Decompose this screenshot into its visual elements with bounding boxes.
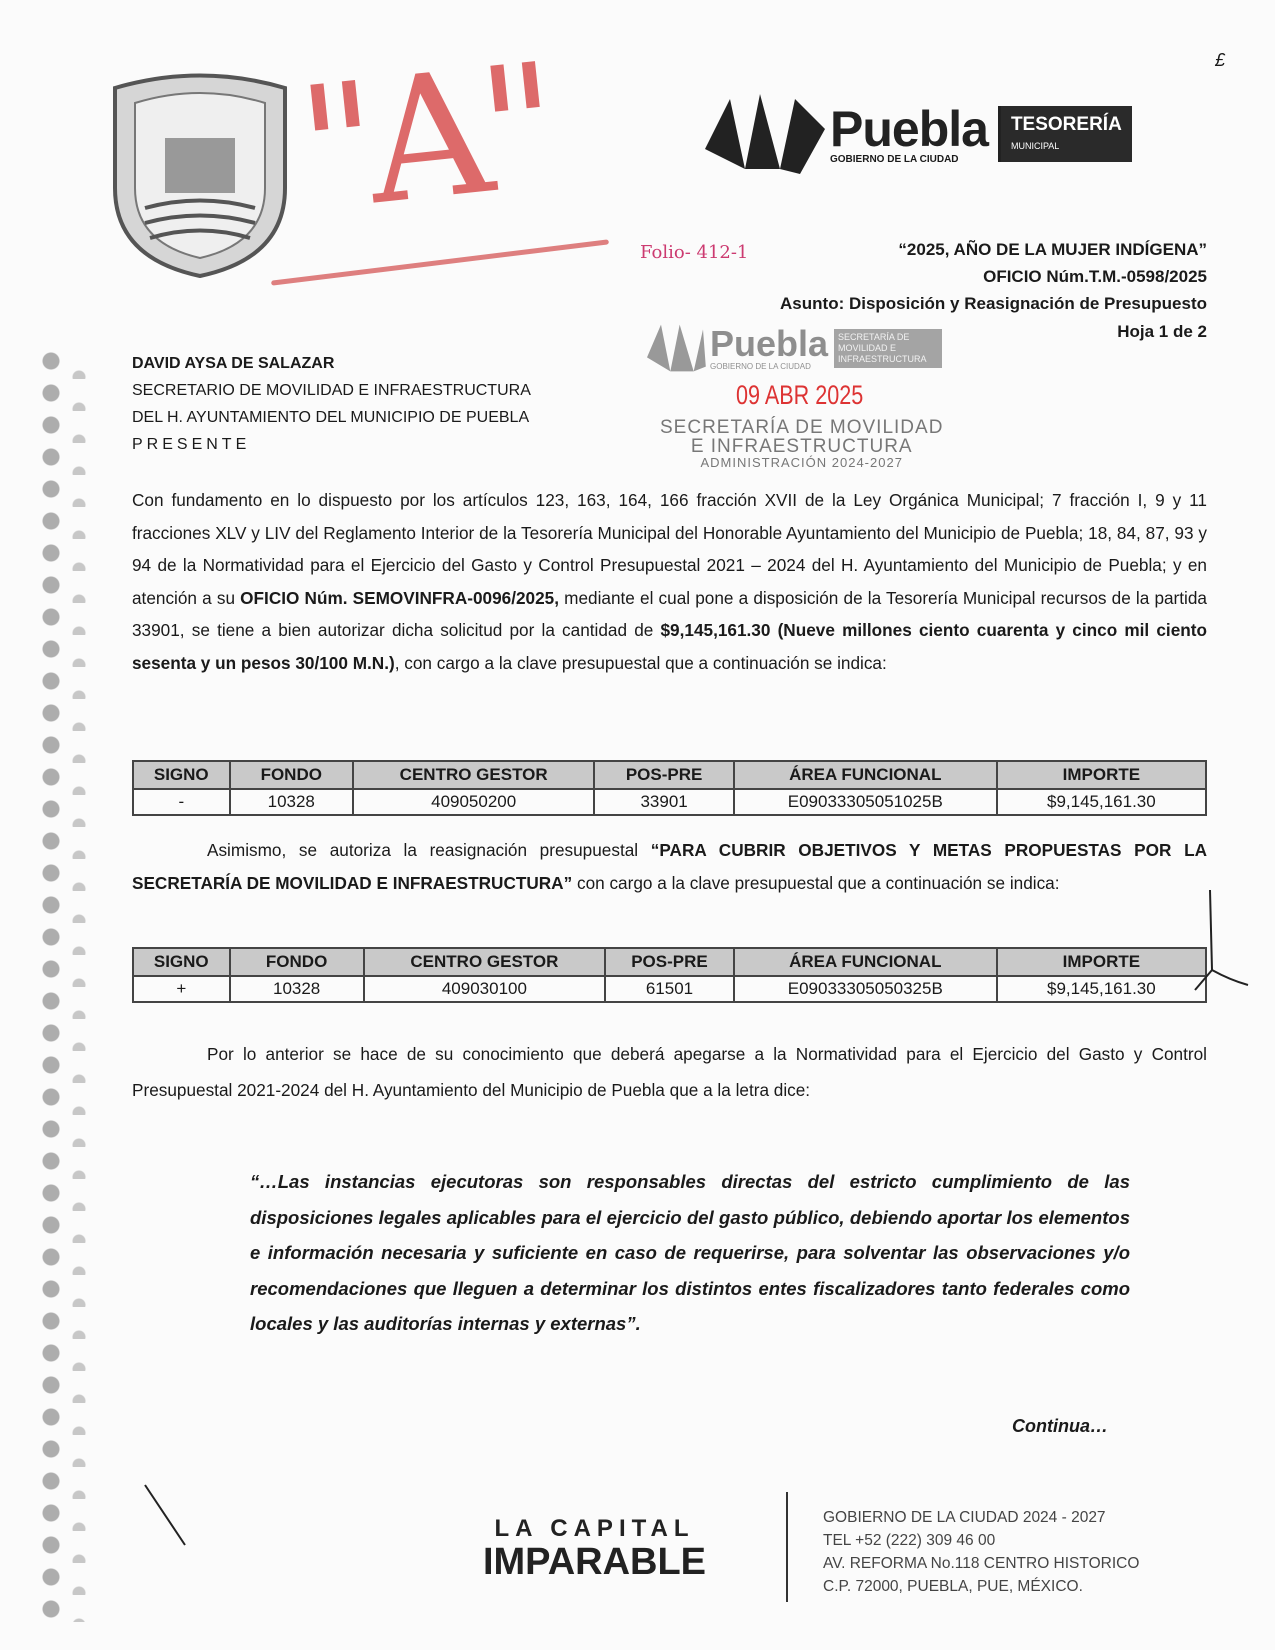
col-header: IMPORTE (997, 948, 1206, 976)
amount: $9,145,161.30 (Nueve millones ciento cuarenta y cinco mil ciento sesenta y un pesos 30/100 M.N.) (132, 620, 1207, 673)
col-header: SIGNO (133, 948, 230, 976)
stamp-logo-sub: GOBIERNO DE LA CIUDAD (710, 361, 811, 371)
handwritten-a-annotation: "A" (290, 27, 559, 251)
oficio-reference: OFICIO Núm. SEMOVINFRA-0096/2025, (240, 587, 559, 608)
logo-line: LA CAPITAL (494, 1515, 695, 1542)
col-header: IMPORTE (997, 761, 1206, 789)
cell-centro-gestor: 409030100 (364, 976, 605, 1002)
stamp-logo-box: SECRETARÍA DE MOVILIDAD E INFRAESTRUCTURA (834, 329, 942, 368)
stamp-logo-word: Puebla (710, 322, 829, 364)
table-header-row (133, 761, 1206, 789)
footer-address: AV. REFORMA No.118 CENTRO HISTORICO (823, 1555, 1140, 1572)
budget-table-origin (132, 760, 1207, 816)
logo-dept: TESORERÍA (1010, 114, 1122, 135)
footer-line: GOBIERNO DE LA CIUDAD 2024 - 2027 (823, 1509, 1106, 1526)
la-capital-imparable-logo (437, 1515, 752, 1581)
continues-label: Continua… (1012, 1416, 1108, 1436)
footer-divider (786, 1492, 788, 1602)
cell-centro-gestor: 409050200 (353, 789, 594, 815)
cell-pos-pre: 33901 (594, 789, 733, 815)
col-header: CENTRO GESTOR (353, 761, 594, 789)
recipient-block (132, 350, 531, 458)
stamp-emblem-icon (640, 320, 710, 376)
recipient-title: SECRETARIO DE MOVILIDAD E INFRAESTRUCTURA (132, 382, 531, 399)
col-header: ÁREA FUNCIONAL (734, 761, 997, 789)
col-header: CENTRO GESTOR (364, 948, 605, 976)
text: Con fundamento en lo dispuesto por los artículos 123, 163, 164, 166 fracción XVII de la Ley Orgánica Municipal; 7 fracción I, 9 y 11 fracciones XLV y LIV del Reglamento Interior de la Tesorería Municipal del Honorable Ayuntamiento del Municipio de Puebla; 18, 84, 87, 93 y 94 de la Normatividad para el Ejercicio del Gasto y Control Presupuestal 2021 – 2024 del H. Ayuntamiento del Municipio de Puebla; y en atención a su (132, 490, 1207, 608)
text: , con cargo a la clave presupuestal que a continuación se indica: (394, 652, 887, 673)
cell-signo: + (133, 976, 230, 1002)
footer-contact (823, 1506, 1139, 1598)
cell-fondo: 10328 (230, 976, 364, 1002)
text: mediante el cual pone a disposición de la Tesorería Municipal recursos de la partida 33901, se tiene a bien autorizar dicha solicitud por la cantidad de (132, 587, 1207, 640)
footer-phone: TEL +52 (222) 309 46 00 (823, 1532, 996, 1549)
received-date-stamp: 09 ABR 2025 (736, 380, 864, 410)
cell-importe: $9,145,161.30 (997, 789, 1206, 815)
oficio-number: OFICIO Núm.T.M.-0598/2025 (983, 267, 1207, 286)
body-paragraph-3: Por lo anterior se hace de su conocimiento que deberá apegarse a la Normatividad para el Ejercicio del Gasto y Control Presupuestal 2021-2024 del H. Ayuntamiento del Municipio de Puebla que a la letra dice: (132, 1044, 1207, 1100)
cell-signo: - (133, 789, 230, 815)
puebla-emblem-icon (700, 89, 830, 179)
stamp-line: ADMINISTRACIÓN 2024-2027 (700, 455, 903, 470)
tesoreria-badge (998, 106, 1132, 162)
pen-stroke-mark (140, 1480, 190, 1550)
col-header: ÁREA FUNCIONAL (734, 948, 997, 976)
handwritten-folio: Folio- 412-1 (640, 242, 749, 263)
logo-dept-sub: MUNICIPAL (1010, 141, 1060, 151)
cell-pos-pre: 61501 (605, 976, 734, 1002)
puebla-tesoreria-logo (700, 84, 1170, 184)
col-header: FONDO (230, 761, 353, 789)
semovinfra-stamp-logo (640, 320, 980, 376)
cell-fondo: 10328 (230, 789, 353, 815)
page-indicator: Hoja 1 de 2 (1117, 322, 1207, 341)
purpose: “PARA CUBRIR OBJETIVOS Y METAS PROPUESTAS POR LA SECRETARÍA DE MOVILIDAD E INFRAESTRUCTURA” (132, 840, 1207, 893)
table-row (133, 789, 1206, 815)
recipient-presente: PRESENTE (132, 436, 251, 453)
cell-importe: $9,145,161.30 (997, 976, 1206, 1002)
legal-quote: “…Las instancias ejecutoras son responsables directas del estricto cumplimiento de las disposiciones legales aplicables para el ejercicio del gasto público, debiendo aportar los elementos e información necesaria y suficiente en caso de requerirse, para solventar las observaciones y/o recomendaciones que lleguen a determinar los distintos entes fiscalizadores tanto federales como locales y las auditorías internas y externas”. (250, 1171, 1130, 1334)
recipient-name: DAVID AYSA DE SALAZAR (132, 355, 335, 372)
city-seal-logo (105, 68, 295, 279)
recipient-org: DEL H. AYUNTAMIENTO DEL MUNICIPIO DE PUEBLA (132, 409, 530, 426)
budget-table-destination (132, 947, 1207, 1003)
asunto: Asunto: Disposición y Reasignación de Presupuesto (780, 294, 1207, 313)
logo-line: IMPARABLE (482, 1541, 707, 1583)
body-paragraph-2 (132, 834, 1207, 899)
text: con cargo a la clave presupuestal que a continuación se indica: (572, 872, 1060, 893)
table-row (133, 976, 1206, 1002)
footer-city: C.P. 72000, PUEBLA, PUE, MÉXICO. (823, 1578, 1083, 1595)
text: Asimismo, se autoriza la reasignación presupuestal (207, 840, 651, 860)
cell-area-funcional: E09033305050325B (734, 976, 997, 1002)
corner-mark: £ (1214, 50, 1225, 70)
stamp-line: E INFRAESTRUCTURA (690, 436, 913, 457)
cell-area-funcional: E09033305051025B (734, 789, 997, 815)
reception-stamp (660, 418, 943, 469)
table-header-row (133, 948, 1206, 976)
signature-mark (1190, 880, 1250, 1000)
col-header: POS-PRE (605, 948, 734, 976)
col-header: FONDO (230, 948, 364, 976)
stamp-line: SECRETARÍA DE MOVILIDAD (660, 417, 944, 438)
col-header: POS-PRE (594, 761, 733, 789)
logo-sub: GOBIERNO DE LA CIUDAD (830, 153, 959, 165)
body-paragraph-1 (132, 484, 1207, 679)
decorative-side-border (37, 347, 95, 1622)
year-slogan: “2025, AÑO DE LA MUJER INDÍGENA” (898, 240, 1207, 259)
logo-word: Puebla (830, 100, 988, 157)
col-header: SIGNO (133, 761, 230, 789)
